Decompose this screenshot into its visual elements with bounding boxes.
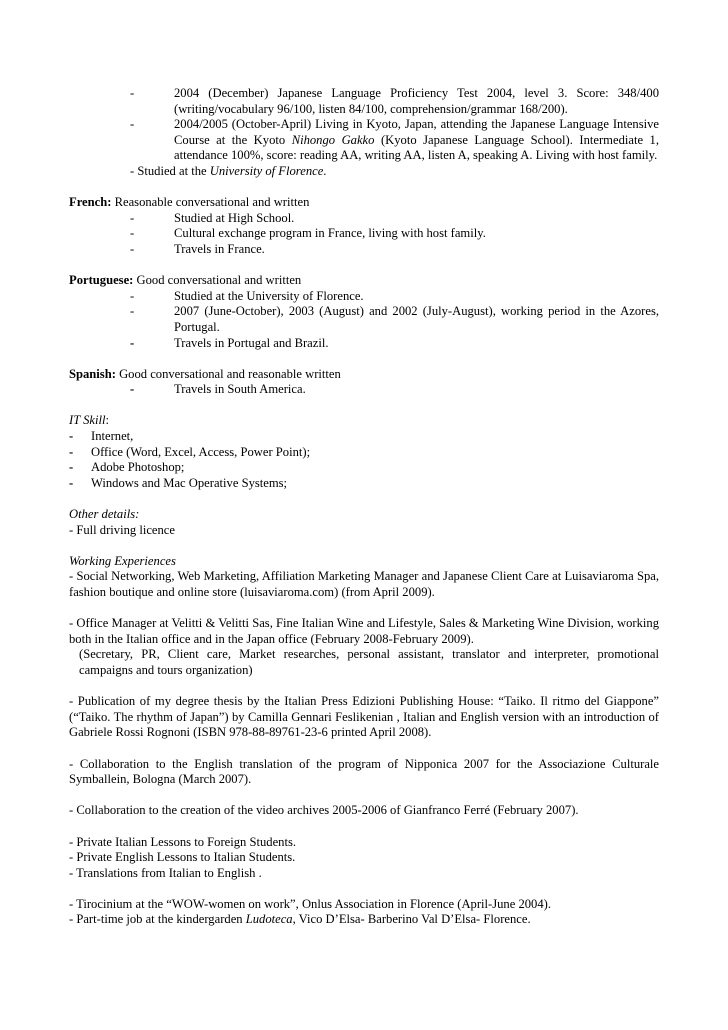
spacer bbox=[69, 180, 659, 196]
spanish-section bbox=[69, 367, 659, 398]
japanese-item-kyoto bbox=[130, 117, 659, 164]
list-item bbox=[130, 382, 659, 398]
spanish-heading bbox=[69, 367, 659, 383]
list-dash: - bbox=[69, 475, 74, 490]
list-dash: - bbox=[130, 226, 135, 241]
kindergarden-prefix: - Part-time job at the kindergarden bbox=[69, 912, 246, 927]
portuguese-item: Studied at the University of Florence. bbox=[174, 288, 364, 303]
spacer bbox=[69, 788, 659, 804]
it-skill-item: Office (Word, Excel, Access, Power Point); bbox=[91, 444, 311, 459]
list-dash: - bbox=[130, 210, 135, 225]
work-item-tirocinium: - Tirocinium at the “WOW-women on work”, Onlus Association in Florence (April-June 2004). bbox=[69, 896, 551, 911]
list-item bbox=[130, 289, 659, 305]
nihongo-gakko: Nihongo Gakko bbox=[291, 132, 375, 147]
spanish-summary: Good conversational and reasonable written bbox=[115, 366, 341, 381]
list-item bbox=[69, 429, 659, 445]
work-section bbox=[69, 554, 659, 928]
ludoteca: Ludoteca bbox=[245, 912, 293, 927]
spacer bbox=[69, 351, 659, 367]
french-summary: Reasonable conversational and written bbox=[111, 195, 310, 210]
it-skill-heading bbox=[69, 413, 659, 429]
work-item-luisaviaroma: - Social Networking, Web Marketing, Affiliation Marketing Manager and Japanese Client Care at Luisaviaroma Spa, fashion boutique and online store (luisaviaroma.com) (from April 2009). bbox=[69, 569, 659, 599]
spacer bbox=[69, 491, 659, 507]
japanese-item-text bbox=[174, 117, 659, 164]
portuguese-item: 2007 (June-October), 2003 (August) and 2002 (July-August), working period in the Azores, Portugal. bbox=[174, 304, 659, 334]
portuguese-section bbox=[69, 273, 659, 351]
work-item-lessons: - Private English Lessons to Italian Students. bbox=[69, 850, 296, 865]
portuguese-item: Travels in Portugal and Brazil. bbox=[174, 335, 329, 350]
spanish-item: Travels in South America. bbox=[174, 382, 306, 397]
work-item-nipponica: - Collaboration to the English translation of the program of Nipponica 2007 for the Associazione Culturale Symballein, Bologna (March 2007). bbox=[69, 756, 659, 787]
other-details-item: - Full driving licence bbox=[69, 522, 175, 537]
list-item bbox=[130, 242, 659, 258]
portuguese-summary: Good conversational and written bbox=[133, 273, 302, 288]
work-item-velitti: - Office Manager at Velitti & Velitti Sas, Fine Italian Wine and Lifestyle, Sales & Marketing Wine Division, working both in the Italian office and in the Japan office (February 2008-February 2009). bbox=[69, 616, 659, 646]
list-dash: - bbox=[130, 304, 135, 319]
portuguese-heading bbox=[69, 273, 659, 289]
japanese-kyoto-text-a: 2004/2005 (October-April) Living in Kyoto, Japan, attending the Japanese Language Intensive Course at the Kyoto bbox=[174, 117, 659, 147]
french-item: Travels in France. bbox=[174, 241, 265, 256]
french-item: Cultural exchange program in France, living with host family. bbox=[174, 226, 486, 241]
list-dash: - bbox=[69, 460, 74, 475]
work-item-kindergarden bbox=[69, 912, 659, 928]
list-dash: - bbox=[130, 86, 135, 100]
work-item-ferre: - Collaboration to the creation of the video archives 2005-2006 of Gianfranco Ferré (February 2007). bbox=[69, 803, 579, 818]
french-heading bbox=[69, 195, 659, 211]
kindergarden-suffix: , Vico D’Elsa- Barberino Val D’Elsa- Florence. bbox=[292, 912, 531, 927]
it-skill-title: IT Skill bbox=[69, 413, 106, 428]
japanese-item-text: 2004 (December) Japanese Language Proficiency Test 2004, level 3. Score: 348/400 (writing/vocabulary 96/100, listen 84/100, comprehension/grammar 168/200). bbox=[174, 86, 659, 116]
list-item bbox=[69, 476, 659, 492]
it-skill-section bbox=[69, 413, 659, 491]
spanish-label: Spanish: bbox=[69, 366, 116, 381]
list-item bbox=[69, 460, 659, 476]
list-dash: - bbox=[130, 117, 135, 132]
spacer bbox=[69, 601, 659, 617]
work-heading: Working Experiences bbox=[69, 553, 176, 568]
list-item bbox=[130, 211, 659, 227]
list-dash: - bbox=[130, 335, 135, 350]
university-of-florence: University of Florence bbox=[209, 163, 324, 178]
list-dash: - bbox=[69, 429, 74, 444]
cv-page bbox=[69, 86, 659, 928]
list-dash: - bbox=[130, 382, 135, 397]
it-skill-colon: : bbox=[105, 413, 110, 428]
other-details-section bbox=[69, 507, 659, 538]
japanese-item-florence bbox=[130, 164, 659, 180]
list-item bbox=[130, 304, 659, 335]
japanese-kyoto-text-b: (Kyoto Japanese Language School). Intermediate 1, attendance 100%, score: reading AA, writing AA, listen A, speaking A. Living with host family. bbox=[174, 132, 659, 163]
work-item-lessons: - Private Italian Lessons to Foreign Students. bbox=[69, 834, 297, 849]
french-item: Studied at High School. bbox=[174, 210, 295, 225]
french-label: French: bbox=[69, 195, 112, 210]
spacer bbox=[69, 538, 659, 554]
spacer bbox=[69, 819, 659, 835]
japanese-florence-suffix: . bbox=[323, 163, 327, 178]
work-item-publication: - Publication of my degree thesis by the Italian Press Edizioni Publishing House: “Taiko. Il ritmo del Giappone” (“Taiko. The rhythm of Japan”) by Camilla Gennari Feslikenian , Italian and English version with an introduction of Gabriele Rossi Rognoni (ISBN 978-88-89761-23-6 printed April 2008). bbox=[69, 694, 659, 740]
list-item bbox=[69, 445, 659, 461]
list-item bbox=[130, 226, 659, 242]
list-dash: - bbox=[69, 444, 74, 459]
spacer bbox=[69, 881, 659, 897]
spacer bbox=[69, 741, 659, 757]
it-skill-item: Adobe Photoshop; bbox=[91, 460, 185, 475]
work-item-velitti-details: (Secretary, PR, Client care, Market researches, personal assistant, translator and interpreter, promotional campaigns and tours organization) bbox=[79, 647, 659, 677]
it-skill-item: Windows and Mac Operative Systems; bbox=[91, 475, 288, 490]
list-item bbox=[130, 336, 659, 352]
french-section bbox=[69, 195, 659, 257]
list-dash: - bbox=[130, 288, 135, 303]
spacer bbox=[69, 679, 659, 695]
japanese-item-jlpt bbox=[130, 86, 659, 117]
other-details-heading: Other details: bbox=[69, 507, 140, 522]
it-skill-item: Internet, bbox=[91, 429, 134, 444]
portuguese-label: Portuguese: bbox=[69, 273, 134, 288]
work-item-translations: - Translations from Italian to English . bbox=[69, 865, 262, 880]
spacer bbox=[69, 258, 659, 274]
spacer bbox=[69, 398, 659, 414]
japanese-florence-prefix: - Studied at the bbox=[130, 163, 210, 178]
list-dash: - bbox=[130, 241, 135, 256]
